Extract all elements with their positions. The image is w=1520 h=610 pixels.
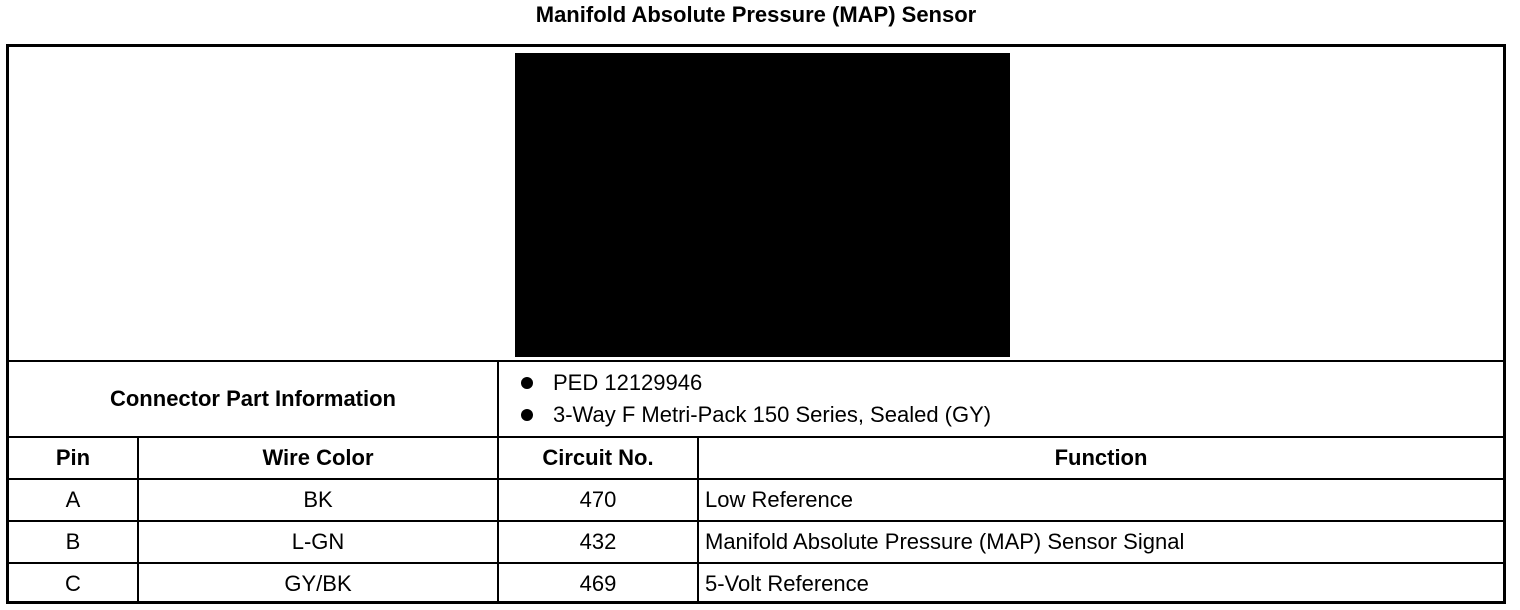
pin-cell: A (9, 480, 139, 520)
connector-image (515, 53, 1010, 357)
pinout-table (9, 438, 1503, 604)
list-item (521, 368, 702, 398)
header-wire-color: Wire Color (139, 438, 499, 478)
function-cell: Manifold Absolute Pressure (MAP) Sensor Signal (705, 529, 1185, 554)
list-item (521, 400, 991, 430)
connector-table-frame (6, 44, 1506, 604)
bullet-icon (521, 377, 533, 389)
table-row (9, 564, 1503, 604)
connector-part-info-row (9, 362, 1503, 438)
pin-cell: B (9, 522, 139, 562)
function-cell: Low Reference (705, 487, 853, 512)
table-header-row (9, 438, 1503, 480)
wire-color-cell: BK (139, 480, 499, 520)
connector-part-info-label: Connector Part Information (9, 362, 499, 436)
header-function: Function (1054, 445, 1148, 470)
header-circuit-no: Circuit No. (499, 438, 699, 478)
connector-part-number: PED 12129946 (553, 370, 703, 395)
wire-color-cell: L-GN (139, 522, 499, 562)
table-row (9, 480, 1503, 522)
bullet-icon (521, 409, 533, 421)
table-row (9, 522, 1503, 564)
function-cell: 5-Volt Reference (705, 571, 869, 596)
connector-image-area (9, 47, 1503, 362)
circuit-no-cell: 470 (499, 480, 699, 520)
page-title: Manifold Absolute Pressure (MAP) Sensor (535, 2, 977, 27)
connector-part-info-list (499, 362, 1499, 436)
connector-description: 3-Way F Metri-Pack 150 Series, Sealed (GY) (553, 402, 992, 427)
circuit-no-cell: 469 (499, 564, 699, 604)
wire-color-cell: GY/BK (139, 564, 499, 604)
circuit-no-cell: 432 (499, 522, 699, 562)
header-pin: Pin (9, 438, 139, 478)
pin-cell: C (9, 564, 139, 604)
